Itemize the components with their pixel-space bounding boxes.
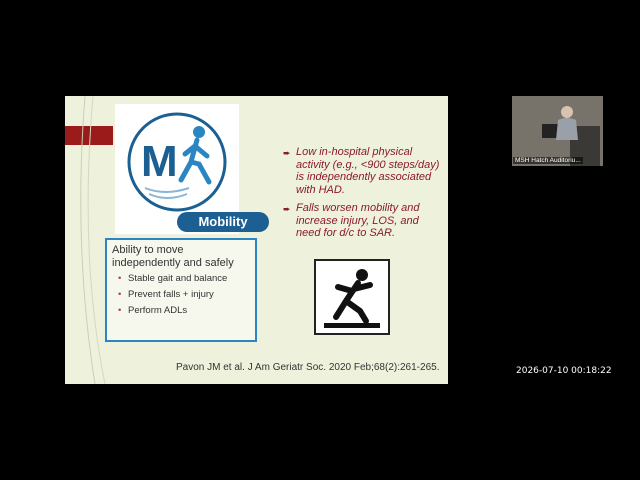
speaker-video-tile[interactable] xyxy=(512,96,603,166)
definition-title: Ability to move independently and safely xyxy=(112,244,234,269)
walking-person-icon xyxy=(115,104,239,212)
slip-fall-icon xyxy=(314,259,390,335)
arrow-bullet-icon: ➨ xyxy=(283,148,291,158)
svg-text:M: M xyxy=(141,137,178,186)
definition-list xyxy=(112,273,250,316)
definition-item: • Stable gait and balance xyxy=(128,273,250,284)
speaker-label: MSH Hatch Auditoriu... xyxy=(515,157,581,164)
bullet-item xyxy=(283,146,443,196)
citation: Pavon JM et al. J Am Geriatr Soc. 2020 Feb;68(2):261-265. xyxy=(176,362,440,373)
definition-item: • Prevent falls + injury xyxy=(128,289,250,300)
bullet-text: Low in-hospital physical activity (e.g., <900 steps/day) is independently associated with HAD. xyxy=(296,146,440,196)
bullet-text: Falls worsen mobility and increase injury, LOS, and need for d/c to SAR. xyxy=(296,202,420,239)
arrow-bullet-icon: ➨ xyxy=(283,204,291,214)
recording-timestamp: 2026-07-10 00:18:22 xyxy=(516,366,612,376)
speaker-figure xyxy=(512,96,603,166)
definition-box xyxy=(105,238,257,342)
presentation-slide xyxy=(65,96,448,384)
bullet-item xyxy=(283,202,443,240)
bullet-list xyxy=(283,146,443,246)
definition-item: • Perform ADLs xyxy=(128,305,250,316)
logo-label: Mobility xyxy=(177,212,269,232)
mobility-logo xyxy=(115,104,248,234)
